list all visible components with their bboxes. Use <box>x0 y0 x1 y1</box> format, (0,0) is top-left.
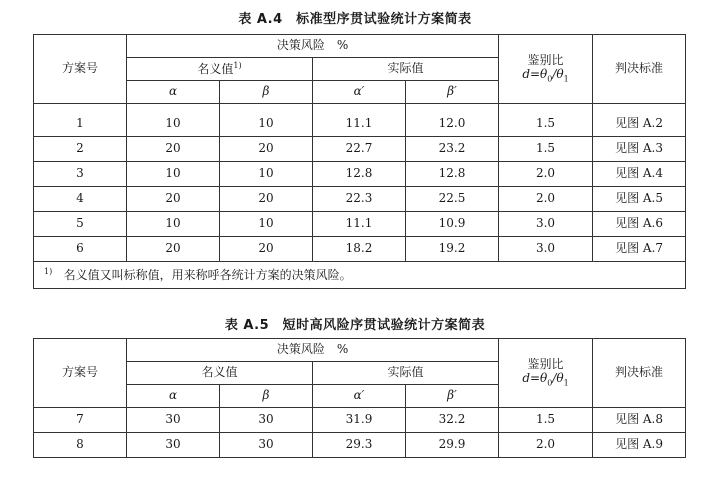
table-row <box>34 237 686 262</box>
cell-alpha-prime: 18.2 <box>313 237 406 262</box>
header-discrimination-ratio: 鉴别比 $d=\theta_0/\theta_1$ <box>499 35 593 104</box>
header-alpha: α <box>127 81 220 104</box>
cell-beta: 30 <box>220 408 313 433</box>
cell-beta-prime: 12.8 <box>406 162 499 187</box>
cell-ratio: 2.0 <box>499 162 593 187</box>
table-a4 <box>33 34 686 289</box>
cell-beta-prime: 19.2 <box>406 237 499 262</box>
cell-beta: 20 <box>220 187 313 212</box>
cell-alpha: 10 <box>127 162 220 187</box>
table-a5-caption: 表 A.5 短时高风险序贯试验统计方案简表 <box>224 318 486 333</box>
table-row <box>34 104 686 137</box>
cell-alpha: 10 <box>127 212 220 237</box>
cell-beta-prime: 29.9 <box>406 433 499 458</box>
header-plan-no: 方案号 <box>34 35 127 104</box>
header-discrimination-ratio: 鉴别比 $d=\theta_0/\theta_1$ <box>499 339 593 408</box>
header-alpha-prime: α′ <box>313 81 406 104</box>
cell-beta-prime: 22.5 <box>406 187 499 212</box>
cell-plan-no: 7 <box>34 408 127 433</box>
cell-alpha: 20 <box>127 237 220 262</box>
cell-alpha: 20 <box>127 137 220 162</box>
cell-ratio: 1.5 <box>499 408 593 433</box>
table-row <box>34 433 686 458</box>
cell-ratio: 2.0 <box>499 433 593 458</box>
cell-criterion: 见图 A.5 <box>593 187 686 212</box>
cell-ratio: 1.5 <box>499 137 593 162</box>
table-row <box>34 162 686 187</box>
cell-plan-no: 5 <box>34 212 127 237</box>
cell-beta: 20 <box>220 237 313 262</box>
cell-alpha-prime: 11.1 <box>313 104 406 137</box>
table-row <box>34 137 686 162</box>
cell-beta-prime: 32.2 <box>406 408 499 433</box>
header-alpha: α <box>127 385 220 408</box>
header-plan-no: 方案号 <box>34 339 127 408</box>
header-actual: 实际值 <box>313 362 499 385</box>
header-decision-risk: 决策风险 % <box>127 35 499 58</box>
cell-plan-no: 4 <box>34 187 127 212</box>
cell-beta: 20 <box>220 137 313 162</box>
cell-criterion: 见图 A.3 <box>593 137 686 162</box>
cell-alpha-prime: 29.3 <box>313 433 406 458</box>
cell-alpha: 20 <box>127 187 220 212</box>
cell-plan-no: 2 <box>34 137 127 162</box>
cell-alpha-prime: 12.8 <box>313 162 406 187</box>
table-row <box>34 187 686 212</box>
cell-beta-prime: 12.0 <box>406 104 499 137</box>
table-row <box>34 212 686 237</box>
cell-criterion: 见图 A.6 <box>593 212 686 237</box>
cell-criterion: 见图 A.2 <box>593 104 686 137</box>
cell-alpha-prime: 22.3 <box>313 187 406 212</box>
header-beta: β <box>220 81 313 104</box>
cell-alpha-prime: 22.7 <box>313 137 406 162</box>
cell-beta: 10 <box>220 162 313 187</box>
cell-criterion: 见图 A.7 <box>593 237 686 262</box>
cell-beta: 30 <box>220 433 313 458</box>
header-alpha-prime: α′ <box>313 385 406 408</box>
table-a4-caption: 表 A.4 标准型序贯试验统计方案简表 <box>238 12 472 27</box>
cell-alpha-prime: 11.1 <box>313 212 406 237</box>
cell-beta-prime: 23.2 <box>406 137 499 162</box>
table-a5 <box>33 338 686 458</box>
cell-alpha: 30 <box>127 408 220 433</box>
cell-criterion: 见图 A.8 <box>593 408 686 433</box>
header-decision-risk: 决策风险 % <box>127 339 499 362</box>
cell-ratio: 1.5 <box>499 104 593 137</box>
cell-ratio: 3.0 <box>499 237 593 262</box>
header-nominal: 名义值$^{1)}$ <box>127 58 313 81</box>
cell-beta: 10 <box>220 104 313 137</box>
header-nominal: 名义值 <box>127 362 313 385</box>
cell-ratio: 3.0 <box>499 212 593 237</box>
header-beta: β <box>220 385 313 408</box>
table-row <box>34 408 686 433</box>
cell-alpha-prime: 31.9 <box>313 408 406 433</box>
cell-plan-no: 3 <box>34 162 127 187</box>
header-criterion: 判决标准 <box>593 339 686 408</box>
cell-plan-no: 6 <box>34 237 127 262</box>
cell-plan-no: 1 <box>34 104 127 137</box>
cell-ratio: 2.0 <box>499 187 593 212</box>
cell-criterion: 见图 A.4 <box>593 162 686 187</box>
cell-alpha: 10 <box>127 104 220 137</box>
header-actual: 实际值 <box>313 58 499 81</box>
header-criterion: 判决标准 <box>593 35 686 104</box>
cell-plan-no: 8 <box>34 433 127 458</box>
cell-beta: 10 <box>220 212 313 237</box>
cell-criterion: 见图 A.9 <box>593 433 686 458</box>
header-beta-prime: β′ <box>406 81 499 104</box>
cell-beta-prime: 10.9 <box>406 212 499 237</box>
header-beta-prime: β′ <box>406 385 499 408</box>
table-a4-footnote: $^{1)}$ 名义值又叫标称值，用来称呼各统计方案的决策风险。 <box>34 262 686 289</box>
cell-alpha: 30 <box>127 433 220 458</box>
